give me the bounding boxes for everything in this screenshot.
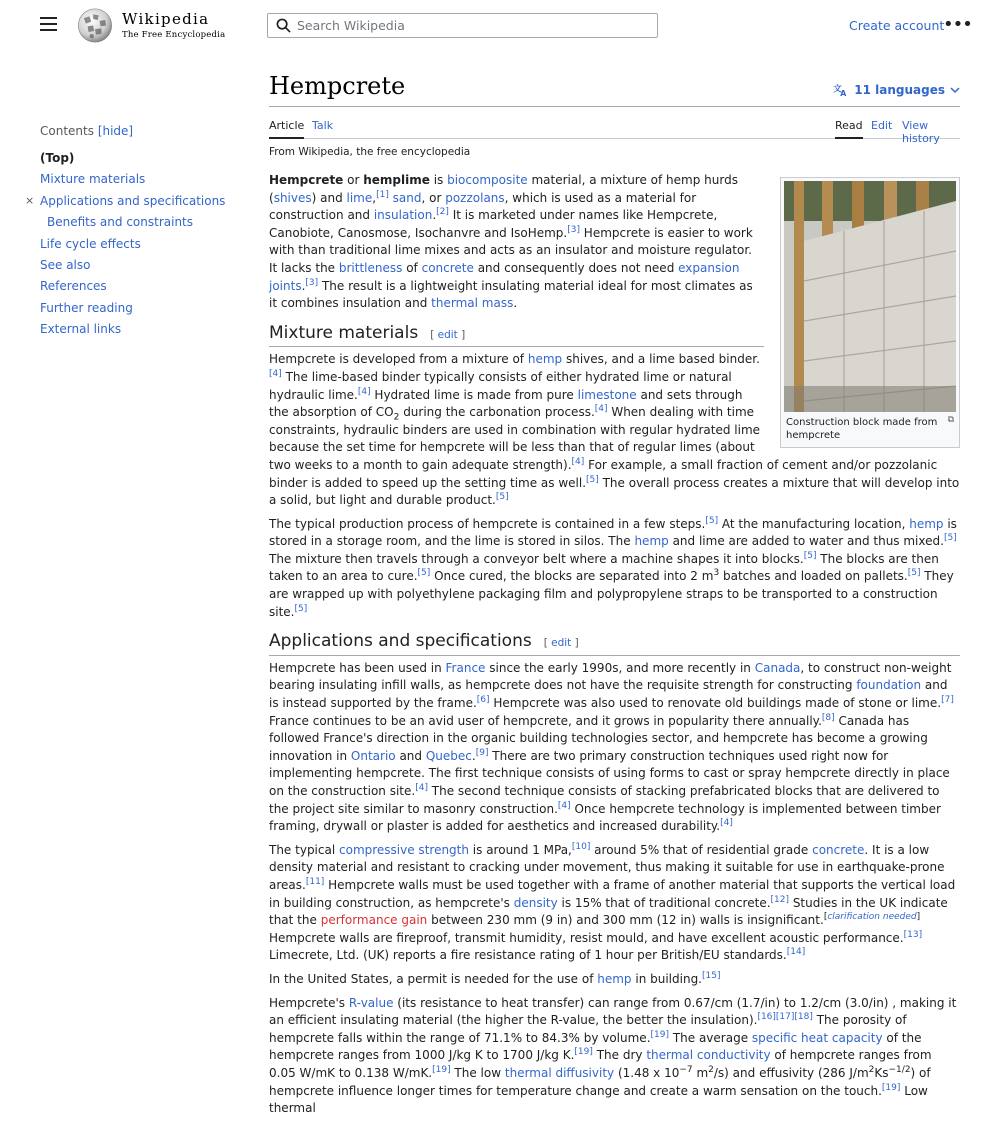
translate-icon	[833, 83, 849, 97]
section-heading-applications	[269, 633, 960, 656]
applications-paragraph-1: Hempcrete has been used in France since the early 1990s, and more recently in Canada, to construct non-weight bearing insulating infill walls, as hempcrete does not have the requisite strength for constructing foundation and is instead supported by the frame.[6] Hempcrete was also used to renovate old buildings made of stone or lime.[7] France continues to be an avid user of hempcrete, and it grows in popularity there annually.[8] Canada has followed France's direction in the organic building technologies sector, and hempcrete has become a growing innovation in Ontario and Quebec.[9] There are two primary construction techniques used right now for implementing hempcrete. The first technique consists of using forms to cast or spray hempcrete directly in place on the construction site.[4] The second technique consists of stacking prefabricated blocks that are delivered to the project site similar to masonry construction.[4] Once hempcrete technology is implemented between timber framing, drywall or plaster is added for aesthetics and increased durability.[4]	[269, 660, 954, 834]
toc-heading-label: Contents	[40, 124, 94, 138]
mixture-paragraph-1: Hempcrete is developed from a mixture of hemp shives, and a lime based binder.[4] The lime-based binder typically consists of either hydrated lime or natural hydraulic lime.[4] Hydrated lime is made from pure limestone and sets through the absorption of $CO_2$ during the carbonation process.[4] When dealing with time constraints, hydraulic binders are used in combination with regular hydrated lime because the set time for hempcrete will be less than that of regular limes (about two weeks to a month to gain adequate strength).[4] For example, a small fraction of cement and/or pozzolanic binder is added to speed up the setting time as well.[5] The overall process creates a mixture that will develop into a solid, but light and durable product.[5]	[269, 352, 960, 508]
mixture-paragraph-2: The typical production process of hempcrete is contained in a few steps.[5] At the manufacturing location, hemp is stored in a storage room, and the lime is stored in silos. The hemp and lime are added to water and thus mixed.[5] The mixture then travels through a conveyor belt where a machine shapes it into blocks.[5] The blocks are then taken to an area to cure.[5] Once cured, the blocks are separated into 2 $m^3$ batches and loaded on pallets.[5] They are wrapped up with polyethylene packaging film and polypropylene straps to be transported to a construction site.[5]	[269, 515, 957, 619]
page-tabs	[269, 107, 960, 145]
toc-item-mixture-materials[interactable]: Mixture materials	[40, 172, 146, 187]
hempcrete-photo[interactable]	[784, 181, 956, 412]
wordmark-tagline: The Free Encyclopedia	[122, 30, 226, 40]
tab-read[interactable]: Read	[835, 119, 863, 139]
mixture-heading-text: Mixture materials	[269, 322, 419, 343]
svg-text:A: A	[840, 89, 847, 99]
section-heading-mixture	[269, 322, 764, 348]
caption-text: Construction block made from hempcrete	[786, 417, 938, 441]
toc-item-external-links[interactable]: External links	[40, 322, 122, 337]
applications-heading-text: Applications and specifications	[269, 631, 532, 652]
toc-item-top[interactable]: (Top)	[40, 151, 75, 165]
applications-paragraph-2: The typical compressive strength is around 1 MPa,[10] around 5% that of residential grade concrete. It is a low density material and resistant to cracking under movement, thus making it suitable for use in earthquake-prone areas.[11] Hempcrete walls must be used together with a frame of another material that supports the vertical load in building construction, as hempcrete's density is 15% that of traditional concrete.[12] Studies in the UK indicate that the performance gain between 230 mm (9 in) and 300 mm (12 in) walls is insignificant.[clarification needed] Hempcrete walls are fireproof, transmit humidity, resist mould, and have excellent acoustic performance.[13] Limecrete, Ltd. (UK) reports a fire resistance rating of 1 hour per British/EU standards.[14]	[269, 841, 956, 963]
site-subtitle: From Wikipedia, the free encyclopedia	[269, 146, 471, 158]
edit-bracket-open-2: [	[543, 637, 552, 650]
search-box[interactable]	[267, 13, 658, 38]
infobox	[780, 177, 960, 448]
table-of-contents	[25, 124, 255, 341]
language-selector[interactable]	[833, 83, 960, 97]
edit-bracket-close-2: ]	[571, 637, 579, 650]
main-menu-button[interactable]	[40, 17, 57, 31]
wikipedia-wordmark[interactable]	[122, 10, 225, 40]
applications-paragraph-3: In the United States, a permit is needed for the use of hemp in building.[15]	[269, 970, 721, 986]
article-body	[269, 172, 960, 1118]
applications-paragraph-4: Hempcrete's R-value (its resistance to heat transfer) can range from 0.67/cm (1.7/in) to 1.2/cm (3.0/in) , making it an efficient insulating material (the higher the R-value, the better the insulation).[16][17][18] The porosity of hempcrete falls within the range of 71.1% to 84.3% by volume.[19] The average specific heat capacity of the hempcrete ranges from 1000 J/kg K to 1700 J/kg K.[19] The dry thermal conductivity of hempcrete ranges from 0.05 W/mK to 0.138 W/mK.[19] The low thermal diffusivity (1.48 x $10^{-7}$ $m^2/s$) and effusivity (286 $J/m^2Ks^{-1/2}$) of hempcrete influence longer times for temperature change and create a warm sensation on the touch.[19] Low thermal	[269, 995, 957, 1116]
edit-mixture-link[interactable]: edit	[437, 328, 458, 341]
edit-bracket-open: [	[430, 328, 438, 341]
tab-article[interactable]: Article	[269, 119, 304, 139]
toc-item-benefits[interactable]: Benefits and constraints	[47, 215, 194, 230]
tab-view-history[interactable]: View history	[902, 119, 940, 145]
toc-item-life-cycle[interactable]: Life cycle effects	[40, 236, 141, 251]
section-edit-applications	[544, 637, 579, 649]
wordmark-title: Wikipedia	[122, 10, 210, 28]
toc-heading	[40, 124, 255, 138]
wikipedia-globe-logo[interactable]	[75, 7, 115, 44]
toc-item-applications[interactable]: Applications and specifications	[40, 193, 226, 208]
intro-paragraph: Hempcrete or hemplime is biocomposite material, a mixture of hemp hurds (shives) and lime,[1] sand, or pozzolans, which is used as a material for construction and insulation.[2] It is marketed under names like Hempcrete, Canobiote, Canosmose, Isochanvre and IsoHemp.[3] Hempcrete is easier to work with than traditional lime mixes and acts as an insulator and moisture regulator. It lacks the brittleness of concrete and consequently does not need expansion joints.[3] The result is a lightweight insulating material ideal for most climates as it combines insulation and thermal mass.	[269, 173, 753, 311]
toc-item-see-also[interactable]: See also	[40, 257, 91, 272]
svg-text:文: 文	[833, 84, 843, 95]
toc-hide-link[interactable]: [hide]	[97, 124, 134, 138]
search-icon	[276, 18, 291, 33]
toc-collapse-icon[interactable]: ×	[25, 193, 35, 207]
more-options-icon[interactable]: •••	[943, 14, 972, 35]
search-input[interactable]	[297, 18, 627, 33]
edit-applications-link[interactable]: edit	[551, 637, 572, 650]
toc-item-further-reading[interactable]: Further reading	[40, 300, 133, 315]
enlarge-icon[interactable]: ⧉	[947, 415, 954, 425]
toc-item-references[interactable]: References	[40, 279, 107, 294]
page-title: Hempcrete	[269, 72, 406, 100]
tab-edit[interactable]: Edit	[871, 119, 893, 132]
main-content	[269, 72, 960, 1122]
infobox-caption	[784, 412, 956, 444]
section-edit	[430, 329, 465, 341]
create-account-link[interactable]: Create account	[849, 18, 945, 33]
tab-talk[interactable]: Talk	[312, 119, 334, 132]
chevron-down-icon	[950, 87, 960, 94]
edit-bracket-close: ]	[457, 328, 466, 341]
language-count: 11 languages	[854, 83, 945, 97]
